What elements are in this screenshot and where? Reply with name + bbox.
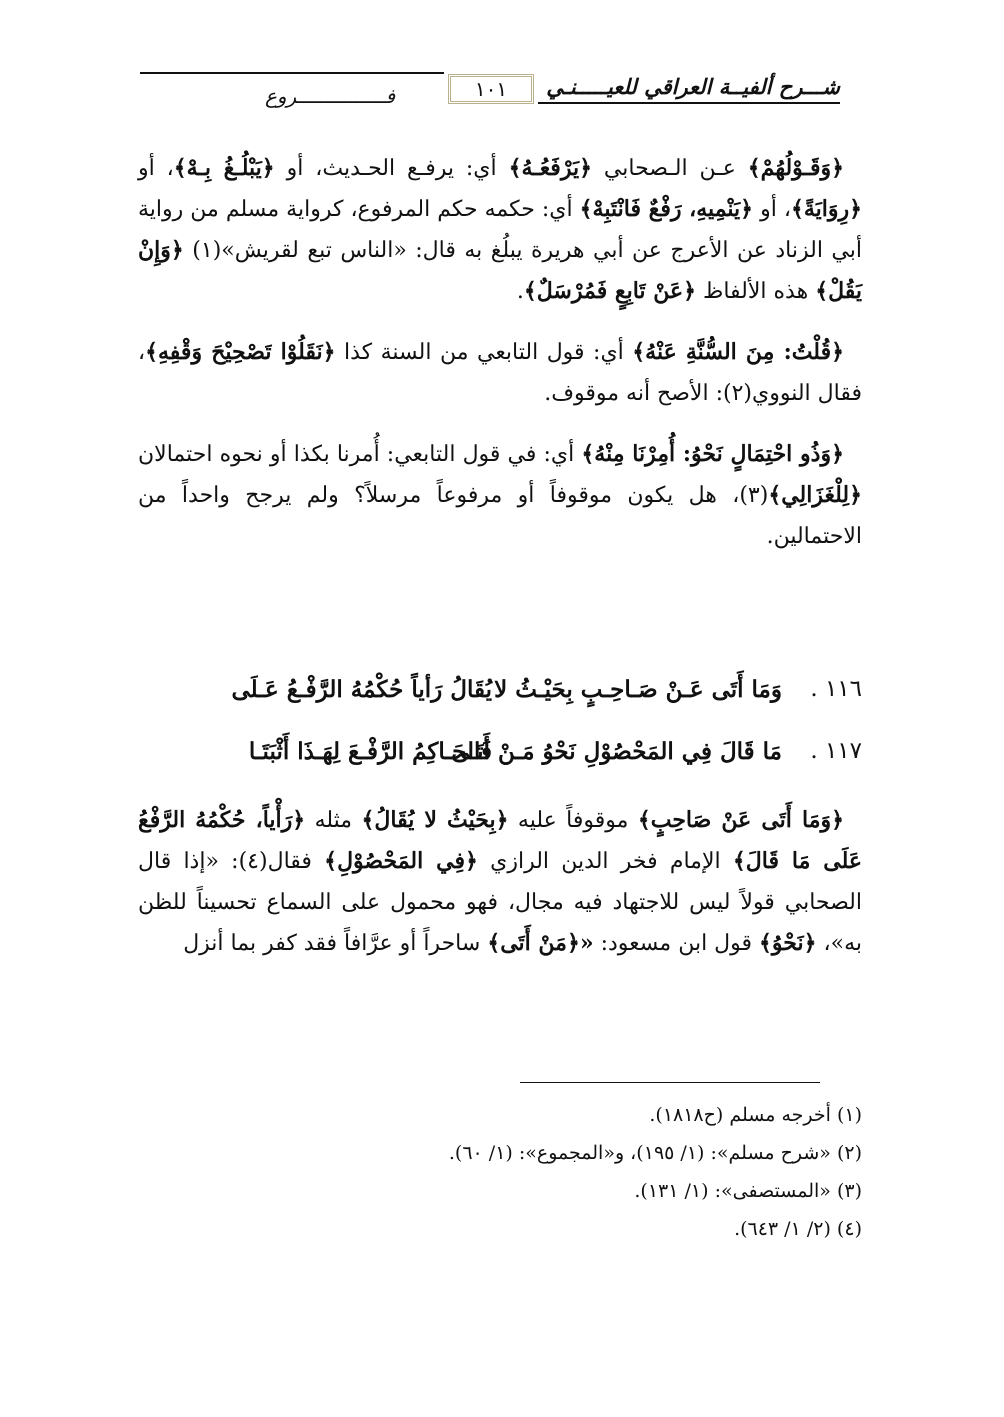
matn-phrase: ﴿رِوَايَةً﴾	[790, 196, 862, 222]
section-title: فـــــــــــــــروع	[264, 84, 396, 108]
commentary-phrase: فقال(٤): «إذا قال الصحابي قولاً ليس للاجتهاد فيه مجال، فهو محمول على السماع تحسيناً للظن به»،	[138, 849, 862, 956]
matn-phrase: ﴿يَرْفَعُـهُ﴾	[508, 155, 592, 181]
verse-number: ١١٧ .	[810, 738, 862, 764]
footnote: (٢) «شرح مسلم»: (١/ ١٩٥)، و«المجموع»: (١/ ٦٠).	[448, 1142, 862, 1164]
matn-phrase: ﴿نَحْوُ﴾	[759, 930, 817, 956]
page-header	[140, 66, 840, 122]
matn-phrase: ﴿عَنْ تَابِعٍ فَمُرْسَلٌ﴾	[523, 278, 696, 304]
verse-first-half: مَا قَالَ فِي المَحْصُوْلِ نَحْوُ مَـنْ أَتَـى	[451, 738, 782, 765]
footnote: (٣) «المستصفى»: (١/ ١٣١).	[634, 1180, 862, 1202]
book-title: شـــرح ألفيــة العراقي للعيـــــنـي	[546, 74, 840, 99]
matn-phrase: ﴿لِلْغَزَالِي﴾	[768, 482, 862, 508]
commentary-phrase: قول ابن مسعود:	[593, 931, 760, 956]
paragraph	[138, 332, 862, 414]
paragraph	[138, 800, 862, 964]
commentary-phrase: ساحراً أو عرَّافاً فقد كفر بما أنزل	[183, 931, 488, 956]
matn-phrase: ﴿وَمَا أَتَى عَنْ صَاحِبٍ﴾	[637, 807, 844, 833]
footnote-separator	[520, 1082, 820, 1083]
footnotes	[138, 1096, 862, 1248]
header-rule-left	[140, 72, 444, 74]
commentary-phrase: عـن الـصحابي	[591, 156, 748, 181]
verse-line	[138, 676, 862, 716]
header-rule-right	[538, 102, 840, 104]
verse-first-half: وَمَا أَتَى عَـنْ صَـاحِـبٍ بِحَيْـثُ لا	[494, 676, 782, 703]
commentary-text	[138, 800, 862, 964]
footnote: (١) أخرجه مسلم (ح١٨١٨).	[649, 1104, 862, 1126]
verse-number: ١١٦ .	[810, 676, 862, 702]
commentary-phrase: موقوفاً عليه	[508, 808, 638, 833]
page-number: ١٠١	[448, 74, 534, 104]
matn-phrase: ﴿يَبْلُـغُ بِـهْ﴾	[173, 155, 275, 181]
matn-phrase: ﴿بِحَيْثُ لا يُقَالُ﴾	[361, 807, 509, 833]
paragraph	[138, 148, 862, 312]
matn-phrase: ﴿رَأْياً، حُكْمُهُ الرَّفْعُ عَلَى مَا قَالَ﴾	[138, 807, 863, 874]
matn-phrase: ﴿قُلْتُ: مِنَ السُّنَّةِ عَنْهُ﴾	[632, 339, 844, 365]
commentary-phrase: الإمام فخر الدين الرازي	[477, 849, 733, 874]
commentary-phrase: .	[516, 279, 524, 304]
commentary-phrase: ، أو	[753, 197, 791, 222]
matn-phrase: ﴿وَذُو احْتِمَالٍ نَحْوُ: أُمِرْنَا مِنْهُ﴾	[581, 441, 844, 467]
verse-second-half: يُقَالُ رَأياً حُكْمُهُ الرَّفْـعُ عَـلَى	[231, 676, 492, 703]
commentary-phrase: أي: حكمه حكم المرفوع، كرواية مسلم من رواية أبي الزناد عن الأعرج عن أبي هريرة يبلُغ به قال: «الناس تبع لقريش»(١)	[138, 197, 863, 263]
matn-phrase: ﴿فِي المَحْصُوْلِ﴾	[324, 848, 478, 874]
commentary-phrase: مثله	[305, 808, 362, 833]
matn-phrase: ﴿يَنْمِيهِ، رَفْعٌ فَانْتَبِهْ﴾	[579, 196, 754, 222]
commentary-phrase: أي: في قول التابعي: أُمرنا بكذا أو نحوه احتمالان	[138, 442, 582, 467]
commentary-phrase: ، فقال النووي(٢): الأصح أنه موقوف.	[138, 340, 862, 406]
commentary-phrase: أي: قول التابعي من السنة كذا	[335, 340, 633, 365]
footnote: (٤) (٢/ ١/ ٦٤٣).	[734, 1218, 862, 1240]
main-text	[138, 148, 862, 573]
matn-phrase: «﴿مَنْ أَتَى﴾	[487, 930, 594, 956]
commentary-phrase: أي: يرفـع الحـديث، أو	[274, 156, 509, 181]
verse-line	[138, 738, 862, 778]
matn-phrase: ﴿نَقَلُوْا تَصْحِيْحَ وَقْفِهِ﴾	[145, 339, 336, 365]
commentary-phrase: هذه الألفاظ	[695, 279, 816, 304]
matn-phrase: ﴿وَإِنْ يَقُلْ﴾	[138, 237, 862, 304]
matn-phrase: ﴿وَقَـوْلُهُمْ﴾	[747, 155, 844, 181]
commentary-phrase: ، أو	[138, 156, 174, 181]
commentary-phrase: (٣)، هل يكون موقوفاً أو مرفوعاً مرسلاً؟ ولم يرجح واحداً من الاحتمالين.	[138, 483, 862, 549]
verse-second-half: فَالحَـاكِمُ الرَّفْـعَ لِهَـذَا أَثْبَتَـا	[248, 738, 492, 765]
paragraph	[138, 434, 862, 557]
